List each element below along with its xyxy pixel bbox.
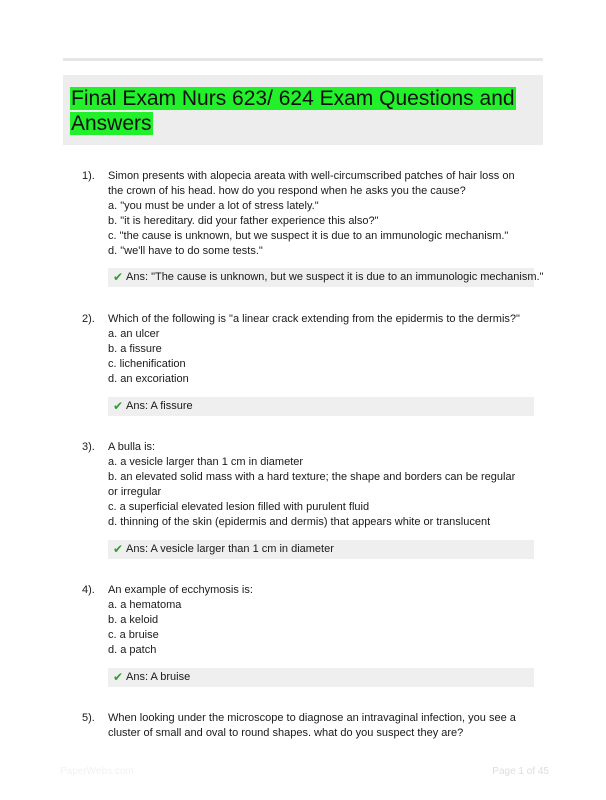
answer-box [108,668,534,687]
page-title: Final Exam Nurs 623/ 624 Exam Questions and Answers [71,87,515,135]
answer-box [108,540,534,559]
option-b: b. "it is hereditary. did your father experience this also?" [108,215,379,227]
question-stem: A bulla is: [108,441,156,453]
question-text [108,312,528,387]
option-c: c. "the cause is unknown, but we suspect it is due to an immunologic mechanism." [108,230,509,242]
checkmark-icon: ✔ [113,542,124,556]
top-divider [63,58,543,61]
option-d: d. an excoriation [108,373,189,385]
question-text [108,169,528,259]
answer-text: Ans: "The cause is unknown, but we suspect it is due to an immunologic mechanism." [126,271,544,283]
answer-text: Ans: A vesicle larger than 1 cm in diameter [126,543,334,555]
answer-text: Ans: A bruise [126,671,191,683]
question-text [108,440,528,530]
footer-site: PaperWebs.com [60,766,134,777]
checkmark-icon: ✔ [113,670,124,684]
checkmark-icon: ✔ [113,270,124,284]
checkmark-icon: ✔ [113,399,124,413]
option-d: d. thinning of the skin (epidermis and dermis) that appears white or translucent [108,516,491,528]
question-stem: Simon presents with alopecia areata with well-circumscribed patches of hair loss on the crown of his head. how do you respond when he asks you the cause? [108,170,515,197]
option-c: c. a superficial elevated lesion filled with purulent fluid [108,501,370,513]
option-d: d. "we'll have to do some tests." [108,245,263,257]
question-number: 3). [82,441,95,453]
option-a: a. a vesicle larger than 1 cm in diameter [108,456,304,468]
option-b: b. a fissure [108,343,162,355]
question-text [108,583,528,658]
option-a: a. an ulcer [108,328,160,340]
page-number: Page 1 of 45 [492,766,549,777]
question-number: 5). [82,712,95,724]
question-number: 1). [82,170,95,182]
question-text [108,711,528,741]
option-d: d. a patch [108,644,157,656]
answer-box [108,268,544,287]
question-stem: Which of the following is "a linear crack extending from the epidermis to the dermis?" [108,313,520,325]
answer-box [108,397,534,416]
option-b: b. a keloid [108,614,159,626]
option-c: c. a bruise [108,629,159,641]
option-a: a. a hematoma [108,599,182,611]
question-number: 4). [82,584,95,596]
option-a: a. "you must be under a lot of stress lately." [108,200,319,212]
option-c: c. lichenification [108,358,186,370]
question-number: 2). [82,313,95,325]
question-stem: An example of ecchymosis is: [108,584,253,596]
question-stem: When looking under the microscope to diagnose an intravaginal infection, you see a cluster of small and oval to round shapes. what do you suspect they are? [108,712,516,739]
answer-text: Ans: A fissure [126,400,193,412]
option-b: b. an elevated solid mass with a hard texture; the shape and borders can be regular or irregular [108,471,516,498]
